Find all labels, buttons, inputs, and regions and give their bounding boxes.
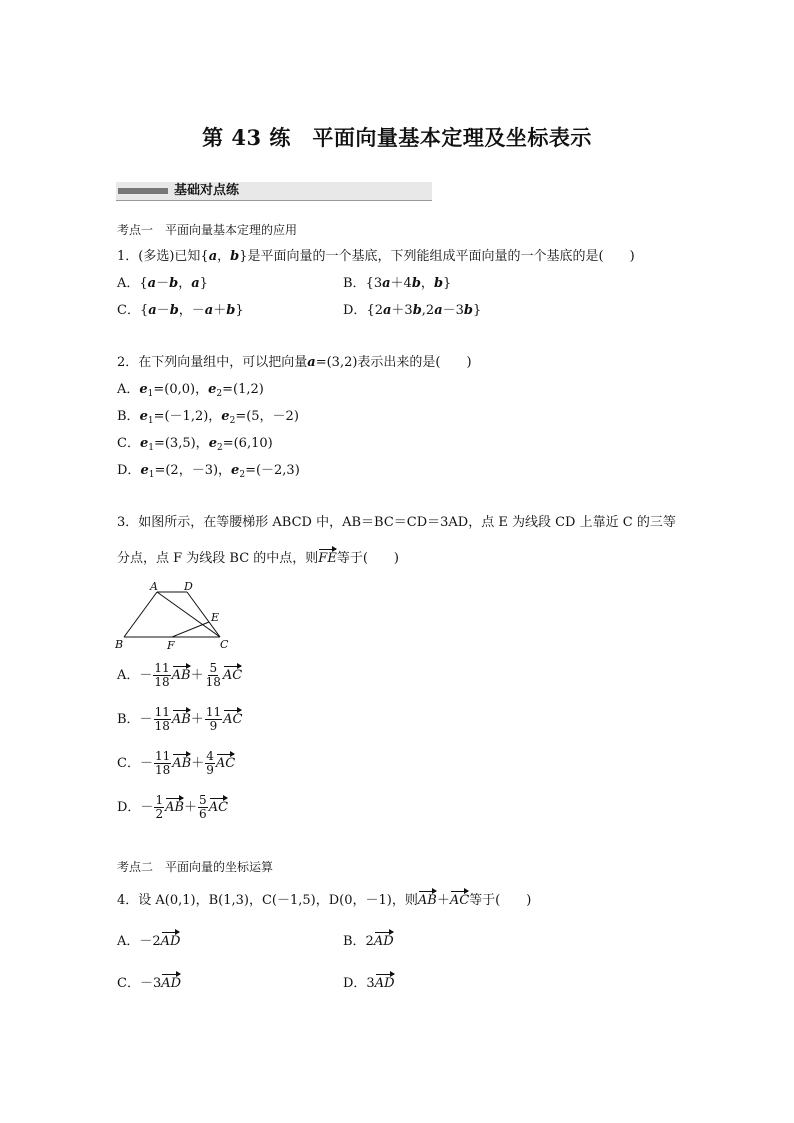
question-1-option-c: C．{a－b，－a＋b} <box>117 303 244 318</box>
band-marker <box>118 188 168 194</box>
topic-1-heading <box>117 221 297 239</box>
question-1-option-b: B．{3a＋4b，b} <box>343 276 452 291</box>
label-c: C <box>220 638 229 651</box>
topic-2-label: 考点二 <box>117 860 154 874</box>
question-2-option-c: C．$e_1=(3,5)$，$e_2=(6,10)$ <box>117 436 273 453</box>
fraction: $\frac{1}{2}$ <box>155 793 164 821</box>
question-2-option-a: A．$e_1=(0,0)$，$e_2=(1,2)$ <box>117 382 264 399</box>
label-f: F <box>167 639 175 652</box>
fraction: $\frac{4}{9}$ <box>206 749 214 777</box>
section-band <box>116 182 432 201</box>
trapezoid-figure <box>112 580 242 652</box>
question-3-stem-line1: 3．如图所示，在等腰梯形 ABCD 中，AB＝BC＝CD＝3AD，点 E 为线段 CD 上靠近 C 的三等 <box>117 515 676 530</box>
topic-1-title: 平面向量基本定理的应用 <box>165 223 298 237</box>
segment-fe <box>172 622 209 637</box>
question-3-option-d: D．－ $\frac{1}{2}$ AB＋ $\frac{5}{6}$ AC <box>117 793 229 821</box>
section-band-label: 基础对点练 <box>174 183 240 198</box>
topic-2-heading <box>117 858 273 876</box>
question-3-option-a: A．－ $\frac{11}{18}$ AB＋ $\frac{5}{18}$ AC <box>117 661 243 689</box>
fraction: $\frac{11}{18}$ <box>154 661 170 689</box>
label-a: A <box>150 580 158 593</box>
label-b: B <box>115 638 124 651</box>
question-4-option-b: B．2AD <box>343 934 394 949</box>
question-2-option-d: D．$e_1=(2$，－3)，$e_2=(-2,3)$ <box>117 463 300 480</box>
question-3-option-b: B．－ $\frac{11}{18}$ AB＋ $\frac{11}{9}$ AC <box>117 705 243 733</box>
question-1-stem: 1．(多选)已知{a，b}是平面向量的一个基底，下列能组成平面向量的一个基底的是( ) <box>117 249 635 264</box>
fraction: $\frac{5}{6}$ <box>199 793 207 821</box>
topic-1-label: 考点一 <box>117 223 154 237</box>
question-4-option-a: A．－2AD <box>117 934 181 949</box>
question-4-option-c: C．－3AD <box>117 976 182 991</box>
label-e: E <box>211 611 220 624</box>
label-d: D <box>184 580 193 593</box>
fraction: $\frac{11}{18}$ <box>154 705 170 733</box>
fraction: $\frac{11}{9}$ <box>205 705 222 733</box>
question-1-option-d: D．{2a＋3b,2a－3b} <box>343 303 482 318</box>
question-2-stem: 2．在下列向量组中，可以把向量a=(3,2)表示出来的是( ) <box>117 355 472 370</box>
question-3-option-c: C．－ $\frac{11}{18}$ AB＋ $\frac{4}{9}$ AC <box>117 749 236 777</box>
topic-2-title: 平面向量的坐标运算 <box>165 860 274 874</box>
question-4-option-d: D．3AD <box>343 976 395 991</box>
question-4-stem: 4．设 A(0,1)，B(1,3)，C(－1,5)，D(0，－1)，则AB＋AC等于( ) <box>117 893 532 908</box>
question-1-option-a: A．{a－b，a} <box>117 276 208 291</box>
page-title: 第 43 练 平面向量基本定理及坐标表示 <box>202 125 592 150</box>
question-3-stem-line2: 分点，点 F 为线段 BC 的中点，则FE等于( ) <box>117 551 399 566</box>
fraction: $\frac{5}{18}$ <box>205 661 221 689</box>
segment-ab <box>124 592 157 637</box>
question-2-option-b: B．$e_1=(-1,2)$，$e_2=(5$，－2) <box>117 409 299 426</box>
fraction: $\frac{11}{18}$ <box>154 749 171 777</box>
